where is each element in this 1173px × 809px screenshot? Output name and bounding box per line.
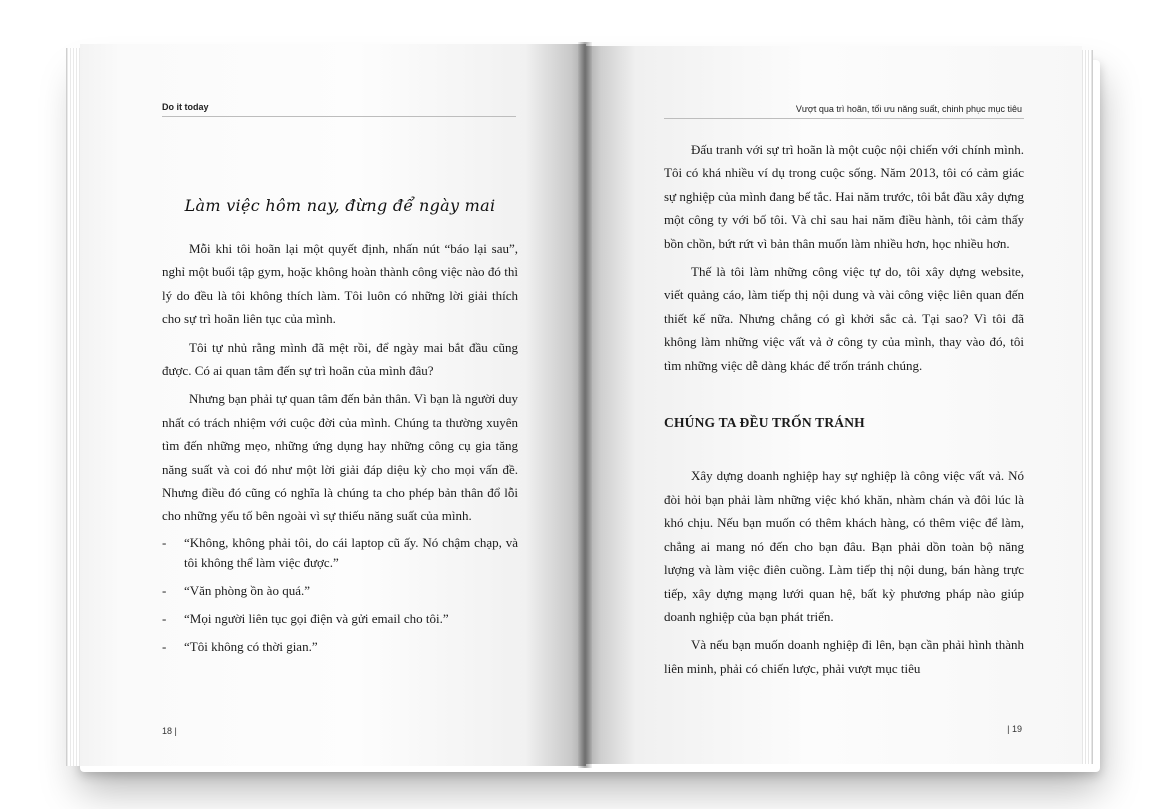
- list-item: [162, 609, 518, 629]
- bullet-dash: -: [162, 610, 167, 626]
- quote-text: “Văn phòng ồn ào quá.”: [184, 582, 310, 598]
- left-page-body: [162, 237, 518, 665]
- left-page: [80, 44, 586, 766]
- quote-text: “Mọi người liên tục gọi điện và gửi email cho tôi.”: [184, 610, 449, 626]
- excuse-quote-list: [162, 533, 518, 657]
- chapter-title: Làm việc hôm nay, đừng để ngày mai: [184, 196, 496, 215]
- list-item: [162, 637, 518, 657]
- bullet-dash: -: [162, 534, 167, 550]
- quote-text: “Tôi không có thời gian.”: [184, 638, 318, 654]
- paragraph: Tôi tự nhủ rằng mình đã mệt rồi, để ngày mai bắt đầu cũng được. Có ai quan tâm đến sự trì hoãn của mình đâu?: [162, 339, 518, 379]
- left-page-number: 18 |: [162, 726, 177, 736]
- list-item: [162, 533, 518, 573]
- paragraph: Nhưng bạn phải tự quan tâm đến bản thân. Vì bạn là người duy nhất có trách nhiệm với cuộc đời của mình. Chúng ta thường xuyên tìm đến những mẹo, những ứng dụng hay những công cụ gia tăng năng suất và coi đó như một lời giải đáp diệu kỳ cho mọi vấn đề. Nhưng điều đó cũng có nghĩa là chúng ta cho phép bản thân đổ lỗi cho những yếu tố bên ngoài vì sự thiếu năng suất của mình.: [162, 391, 518, 524]
- right-header-rule: [664, 118, 1024, 119]
- bullet-dash: -: [162, 638, 167, 654]
- paragraph: Mỗi khi tôi hoãn lại một quyết định, nhấn nút “báo lại sau”, nghỉ một buổi tập gym, hoặc không hoàn thành công việc nào đó thì lý do đều là tôi không thích làm. Tôi luôn có những lời giải thích cho sự trì hoãn liên tục của mình.: [162, 241, 518, 327]
- paragraph: Xây dựng doanh nghiệp hay sự nghiệp là công việc vất vả. Nó đòi hỏi bạn phải làm những việc khó khăn, nhàm chán và đôi lúc là khó chịu. Nếu bạn muốn có thêm khách hàng, có thêm việc để làm, chẳng ai mang nó đến cho bạn đâu. Bạn phải dồn toàn bộ năng lượng và làm việc điên cuồng. Làm tiếp thị nội dung, bán hàng trực tiếp, xây dựng mạng lưới quan hệ, bất kỳ phương pháp nào giúp doanh nghiệp của bạn phát triển.: [664, 468, 1024, 624]
- right-running-head: Vượt qua trì hoãn, tối ưu năng suất, chinh phục mục tiêu: [795, 104, 1022, 114]
- left-header-rule: [162, 116, 516, 117]
- right-page-number: | 19: [1007, 724, 1022, 734]
- list-item: [162, 581, 518, 601]
- paragraph: Thế là tôi làm những công việc tự do, tôi xây dựng website, viết quảng cáo, làm tiếp thị nội dung và vài công việc liên quan đến thiết kế nữa. Nhưng chẳng có gì khởi sắc cả. Tại sao? Vì tôi đã không làm những việc vất vả ở công ty của mình, thay vào đó, tôi tìm những việc dễ dàng khác để trốn tránh chúng.: [664, 264, 1024, 373]
- left-running-head: Do it today: [162, 102, 209, 112]
- book-spine-gutter: [578, 42, 592, 768]
- paragraph: Đấu tranh với sự trì hoãn là một cuộc nội chiến với chính mình. Tôi có khá nhiều ví dụ trong cuộc sống. Năm 2013, tôi có cảm giác sự nghiệp của mình đang bế tắc. Hai năm trước, tôi bắt đầu xây dựng một công ty với bố tôi. Và chỉ sau hai năm điều hành, tôi cảm thấy bồn chồn, bứt rứt vì bản thân muốn làm nhiều hơn, học nhiều hơn.: [664, 142, 1024, 251]
- paragraph: Và nếu bạn muốn doanh nghiệp đi lên, bạn cần phải hình thành liên minh, phải có chiến lược, phải vượt mục tiêu: [664, 637, 1024, 676]
- right-page: [586, 46, 1082, 764]
- quote-text: “Không, không phải tôi, do cái laptop cũ ấy. Nó chậm chạp, và tôi không thể làm việc được.”: [184, 534, 518, 570]
- bullet-dash: -: [162, 582, 167, 598]
- section-heading: CHÚNG TA ĐỀU TRỐN TRÁNH: [664, 415, 865, 431]
- right-page-body: [664, 138, 1024, 685]
